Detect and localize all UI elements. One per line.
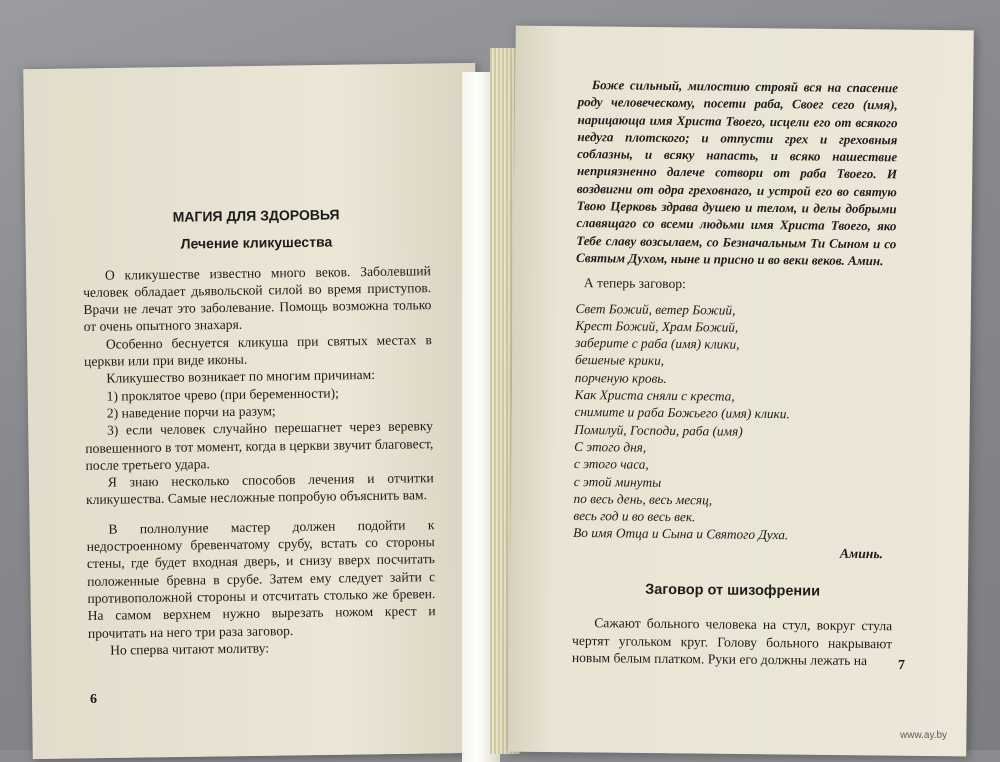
- verse-line: с этого часа,: [573, 456, 649, 472]
- paragraph: В полнолуние мастер должен подойти к недостроенному бревенчатому срубу, встать со стороны стены, где будет входная дверь, и снизу вверх посчитать положенные бревна в срубе. Затем ему следует зайти с противоположной стороны и отсчитать столько же бревен. На самом верхнем нужно вырезать ножом крест и прочитать на него три раза заговор.: [86, 516, 436, 641]
- paragraph: Я знаю несколько способов лечения и отчитки кликушества. Самые несложные попробую объяснить вам.: [85, 470, 434, 508]
- verse-line: порченую кровь.: [574, 369, 667, 386]
- list-item: 1) проклятое чрево (при беременности);: [106, 385, 340, 404]
- verse-line: по весь день, весь месяц,: [573, 490, 713, 508]
- prayer-text: Боже сильный, милостию строяй вся на спасение роду человеческому, посети раба, Своег сего (имя), нарицающа имя Христа Твоего, исцели его от всякого недуга плотского; и отпусти грех и греховныя соблазны, и всяку напасть, и всяко нашествие неприязненно далече сотвори от раба Твоего. И воздвигни от одра греховнаго, и устрой его во святую Твою Церковь здрава душею и телом, и делы добрыми славящаго со всеми людьми имя Христа Твоего, яко Тебе славу возсылаем, со Безначальным Ти Сыном и со Святым Духом, ныне и присно и во веки веков. Амин.: [576, 77, 898, 269]
- paragraph: Но сперва читают молитву:: [110, 640, 270, 658]
- verse-line: весь год и во весь век.: [573, 508, 696, 525]
- verse-line: Во имя Отца и Сына и Святого Духа.: [573, 525, 789, 543]
- paragraph: Особенно беснуется кликуша при святых местах в церкви или при виде иконы.: [84, 331, 432, 370]
- left-page-text: [82, 205, 436, 659]
- section-subheading: Лечение кликушества: [180, 233, 333, 252]
- paragraph: Сажают больного человека на стул, вокруг стула чертят угольком круг. Голову больного накрывают новым белым платком. Руки его должны лежать на: [571, 615, 893, 668]
- verse-line: Как Христа сняли с креста,: [574, 387, 735, 404]
- verse-line: с этой минуты: [573, 473, 662, 490]
- list-item: 3) если человек случайно перешагнет через веревку повешенного в тот момент, когда в церкви звучит благовест, после третьего удара.: [85, 418, 434, 473]
- verse-line: Помилуй, Господи, раба (имя): [574, 421, 743, 439]
- verse-line: Свет Божий, ветер Божий,: [575, 300, 736, 318]
- chapter-heading: МАГИЯ ДЛЯ ЗДОРОВЬЯ: [172, 206, 340, 225]
- paragraph: Кликушество возникает по многим причинам:: [106, 367, 376, 387]
- page-number-left: 6: [90, 692, 97, 707]
- verse-line: С этого дня,: [574, 438, 647, 455]
- verse-line: заберите с раба (имя) клики,: [575, 335, 740, 352]
- amen-line: Аминь.: [839, 545, 884, 561]
- watermark: www.ay.by: [900, 730, 948, 741]
- right-page-text: [572, 76, 898, 670]
- verse-line: Крест Божий, Храм Божий,: [575, 317, 739, 335]
- page-number-right: 7: [898, 658, 905, 673]
- verse-line: снимите и раба Божьего (имя) клики.: [574, 404, 790, 422]
- verse-line: бешеные крики,: [574, 352, 665, 369]
- list-item: 2) наведение порчи на разум;: [106, 403, 276, 421]
- incantation-intro: А теперь заговор:: [583, 275, 686, 292]
- section-title: Заговор от шизофрении: [645, 581, 821, 600]
- paragraph: О кликушестве известно много веков. Заболевший человек обладает дьявольской силой во время приступов. Врачи не лечат это заболевание. Помощь возможна только от очень опытного знахаря.: [83, 262, 432, 335]
